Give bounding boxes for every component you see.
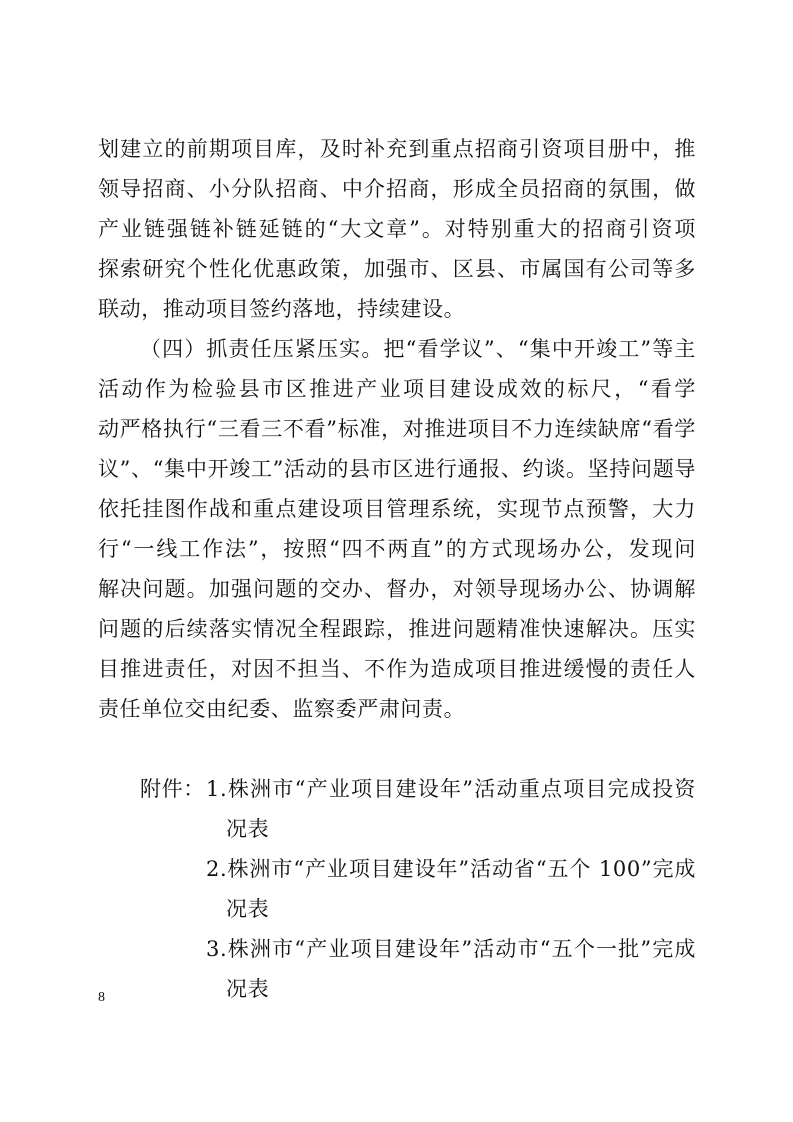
attachment-2-line-1: 2.株洲市“产业项目建设年”活动省“五个 100”完成 <box>206 857 696 881</box>
attachments-label: 附件： <box>140 777 205 801</box>
paragraph-1-line-5: 联动，推动项目签约落地，持续建设。 <box>98 297 466 321</box>
paragraph-2-line-1: （四）抓责任压紧压实。把“看学议”、“集中开竣工”等主 <box>140 337 696 361</box>
paragraph-2-line-3: 动严格执行“三看三不看”标准，对推进项目不力连续缺席“看学 <box>98 417 696 441</box>
paragraph-1-line-2: 领导招商、小分队招商、中介招商，形成全员招商的氛围，做 <box>98 177 696 201</box>
paragraph-2-line-5: 依托挂图作战和重点建设项目管理系统，实现节点预警，大力 <box>98 497 696 521</box>
attachment-1-line-2: 况表 <box>226 817 270 841</box>
paragraph-2-line-10: 责任单位交由纪委、监察委严肃问责。 <box>98 697 466 721</box>
paragraph-2-line-6: 行“一线工作法”，按照“四不两直”的方式现场办公，发现问 <box>98 537 696 561</box>
paragraph-1-line-1: 划建立的前期项目库，及时补充到重点招商引资项目册中，推 <box>98 137 696 161</box>
paragraph-2-line-7: 解决问题。加强问题的交办、督办，对领导现场办公、协调解 <box>98 577 696 601</box>
paragraph-1-line-4: 探索研究个性化优惠政策，加强市、区县、市属国有公司等多 <box>98 257 696 281</box>
paragraph-2-line-2: 活动作为检验县市区推进产业项目建设成效的标尺，“看学 <box>98 377 696 401</box>
attachment-3-line-1: 3.株洲市“产业项目建设年”活动市“五个一批”完成 <box>206 937 696 961</box>
paragraph-2-line-8: 问题的后续落实情况全程跟踪，推进问题精准快速解决。压实 <box>98 617 696 641</box>
paragraph-2-line-9: 目推进责任，对因不担当、不作为造成项目推进缓慢的责任人 <box>98 657 696 681</box>
page-number: 8 <box>98 990 105 1005</box>
paragraph-2-line-4: 议”、“集中开竣工”活动的县市区进行通报、约谈。坚持问题导 <box>98 457 696 481</box>
attachment-1-line-1: 1.株洲市“产业项目建设年”活动重点项目完成投资 <box>206 777 696 801</box>
attachment-3-line-2: 况表 <box>226 977 270 1001</box>
paragraph-1-line-3: 产业链强链补链延链的“大文章”。对特别重大的招商引资项 <box>98 217 696 241</box>
attachment-2-line-2: 况表 <box>226 897 270 921</box>
